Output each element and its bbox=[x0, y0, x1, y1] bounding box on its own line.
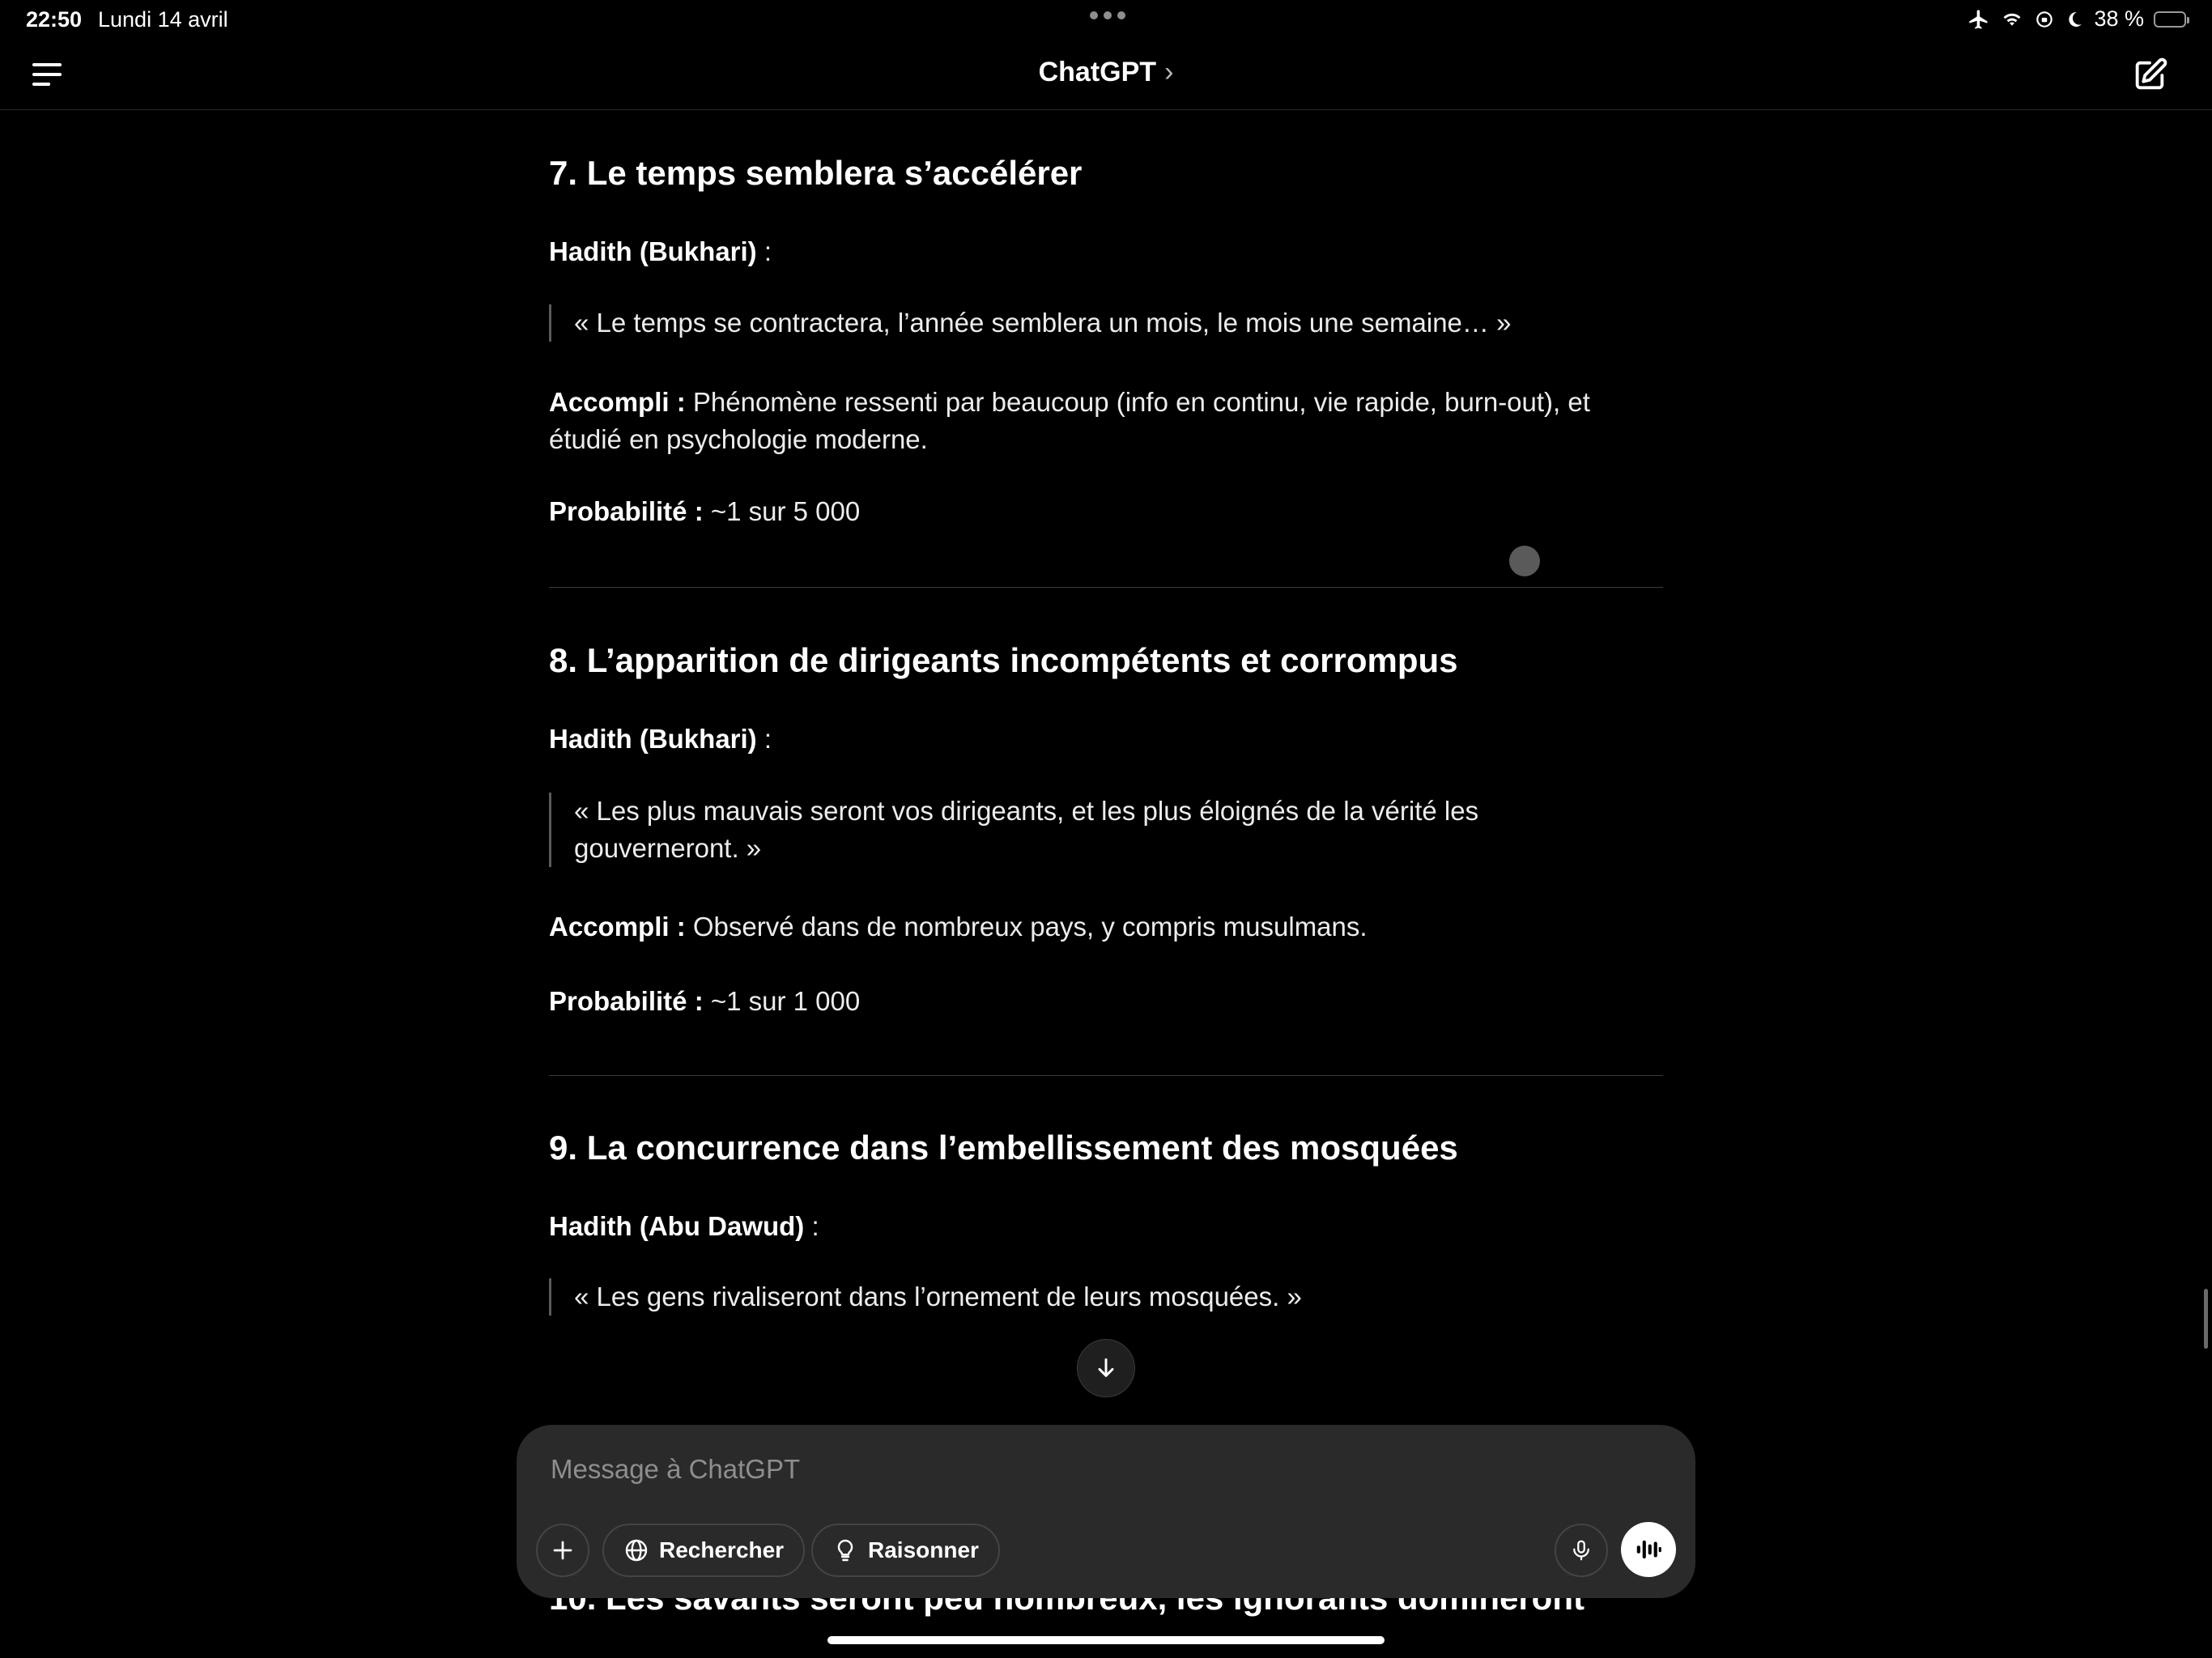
hadith-quote: « Les gens rivaliseront dans l’ornement de leurs mosquées. » bbox=[549, 1278, 1663, 1316]
section-title: 7. Le temps semblera s’accélérer bbox=[549, 154, 1083, 192]
airplane-icon bbox=[1967, 8, 1990, 31]
accompli-text: Phénomène ressenti par beaucoup (info en continu, vie rapide, burn-out), et étudié en psychologie moderne. bbox=[549, 387, 1590, 454]
search-label: Rechercher bbox=[659, 1537, 785, 1562]
hadith-line bbox=[549, 233, 1663, 270]
hadith-suffix: : bbox=[804, 1211, 819, 1241]
status-bar bbox=[0, 0, 2212, 39]
section-title: 8. L’apparition de dirigeants incompétents et corrompus bbox=[549, 641, 1458, 679]
touch-indicator bbox=[1509, 546, 1540, 576]
accompli-label: Accompli : bbox=[549, 912, 686, 942]
hadith-suffix: : bbox=[756, 724, 772, 754]
reason-label: Raisonner bbox=[868, 1537, 979, 1562]
voice-mode-button[interactable] bbox=[1621, 1522, 1676, 1577]
compose-icon bbox=[2131, 57, 2168, 94]
probability-line bbox=[549, 983, 1663, 1020]
home-indicator[interactable] bbox=[827, 1636, 1385, 1644]
accompli-label: Accompli : bbox=[549, 387, 686, 417]
arrow-down-icon bbox=[1093, 1355, 1119, 1381]
plus-icon bbox=[551, 1538, 575, 1562]
composer bbox=[517, 1425, 1695, 1598]
new-chat-button[interactable] bbox=[2131, 57, 2168, 94]
hadith-label: Hadith (Abu Dawud) bbox=[549, 1211, 805, 1241]
add-attachment-button[interactable] bbox=[536, 1524, 589, 1577]
nav-bar bbox=[0, 39, 2212, 110]
accompli-line bbox=[549, 908, 1663, 946]
chat-title-button[interactable] bbox=[0, 57, 2212, 88]
battery-icon bbox=[2154, 11, 2186, 28]
multitasking-dots[interactable] bbox=[1090, 11, 1125, 19]
page-title: ChatGPT bbox=[1038, 57, 1157, 87]
hadith-label: Hadith (Bukhari) bbox=[549, 236, 757, 266]
probability-text: ~1 sur 1 000 bbox=[703, 986, 861, 1016]
probability-text: ~1 sur 5 000 bbox=[703, 496, 861, 526]
moon-icon bbox=[2065, 9, 2084, 30]
dictate-button[interactable] bbox=[1555, 1524, 1608, 1577]
orientation-lock-icon bbox=[2034, 9, 2055, 30]
scrollbar[interactable] bbox=[2204, 1289, 2208, 1349]
status-time: 22:50 bbox=[26, 7, 83, 32]
scroll-down-button[interactable] bbox=[1077, 1339, 1135, 1397]
hadith-quote: « Le temps se contractera, l’année semblera un mois, le mois une semaine… » bbox=[549, 304, 1663, 342]
chevron-right-icon: › bbox=[1164, 57, 1174, 87]
divider bbox=[549, 587, 1663, 588]
accompli-text: Observé dans de nombreux pays, y compris musulmans. bbox=[685, 912, 1368, 942]
voice-wave-icon bbox=[1633, 1534, 1664, 1565]
battery-percent: 38 % bbox=[2094, 6, 2144, 31]
hadith-label: Hadith (Bukhari) bbox=[549, 724, 757, 754]
globe-icon bbox=[623, 1537, 649, 1563]
wifi-icon bbox=[2000, 8, 2024, 31]
hadith-line bbox=[549, 1208, 1663, 1245]
accompli-line bbox=[549, 384, 1663, 458]
divider bbox=[549, 1075, 1663, 1076]
hadith-quote: « Les plus mauvais seront vos dirigeants, et les plus éloignés de la vérité les gouverneront. » bbox=[549, 793, 1521, 867]
probability-label: Probabilité : bbox=[549, 986, 704, 1016]
probability-line bbox=[549, 493, 1663, 530]
section-title: 9. La concurrence dans l’embellissement des mosquées bbox=[549, 1129, 1458, 1167]
search-button[interactable] bbox=[602, 1524, 805, 1577]
hadith-suffix: : bbox=[756, 236, 772, 266]
lightbulb-icon bbox=[832, 1537, 858, 1563]
microphone-icon bbox=[1569, 1538, 1593, 1562]
hadith-line bbox=[549, 721, 1663, 758]
probability-label: Probabilité : bbox=[549, 496, 704, 526]
status-icons bbox=[1967, 6, 2186, 32]
reason-button[interactable] bbox=[811, 1524, 1000, 1577]
status-date: Lundi 14 avril bbox=[98, 7, 228, 32]
message-input[interactable] bbox=[551, 1454, 1603, 1485]
